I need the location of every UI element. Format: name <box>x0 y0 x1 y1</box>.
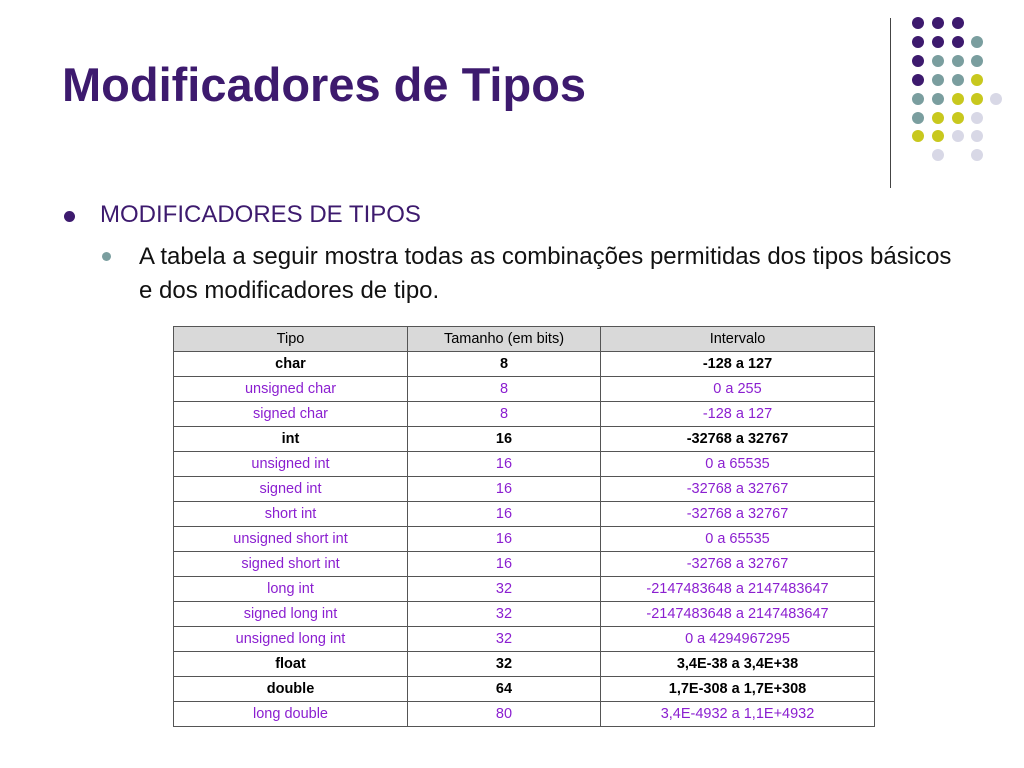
slide-title: Modificadores de Tipos <box>62 58 587 111</box>
cell-type: short int <box>174 502 408 527</box>
decorative-dot <box>971 93 983 105</box>
table-header-row <box>174 327 875 352</box>
cell-size: 8 <box>408 402 601 427</box>
cell-range: 0 a 255 <box>601 377 875 402</box>
decorative-dot <box>971 149 983 161</box>
decorative-dot <box>932 74 944 86</box>
header-cell-type: Tipo <box>174 327 408 352</box>
cell-size: 80 <box>408 702 601 727</box>
cell-range: 0 a 65535 <box>601 452 875 477</box>
title-divider-line <box>890 18 891 188</box>
bullet-level1-text: MODIFICADORES DE TIPOS <box>100 201 421 228</box>
decorative-dot <box>952 93 964 105</box>
cell-range: 3,4E-4932 a 1,1E+4932 <box>601 702 875 727</box>
decorative-dot <box>952 36 964 48</box>
decorative-dot <box>932 17 944 29</box>
decorative-dot <box>971 130 983 142</box>
cell-size: 16 <box>408 502 601 527</box>
cell-size: 32 <box>408 577 601 602</box>
cell-type: long double <box>174 702 408 727</box>
types-table <box>173 326 875 727</box>
cell-type: long int <box>174 577 408 602</box>
cell-type: char <box>174 352 408 377</box>
table-row <box>174 477 875 502</box>
table-row <box>174 377 875 402</box>
cell-type: double <box>174 677 408 702</box>
header-cell-range: Intervalo <box>601 327 875 352</box>
cell-size: 8 <box>408 377 601 402</box>
table-row <box>174 452 875 477</box>
bullet-level2 <box>102 240 962 308</box>
decorative-dot <box>971 36 983 48</box>
header-cell-size: Tamanho (em bits) <box>408 327 601 352</box>
decorative-dot <box>912 93 924 105</box>
cell-type: signed long int <box>174 602 408 627</box>
cell-range: -32768 a 32767 <box>601 477 875 502</box>
cell-range: 1,7E-308 a 1,7E+308 <box>601 677 875 702</box>
bullet-dot-icon <box>102 252 111 261</box>
cell-range: -128 a 127 <box>601 402 875 427</box>
table-row <box>174 502 875 527</box>
cell-range: -32768 a 32767 <box>601 427 875 452</box>
cell-size: 32 <box>408 602 601 627</box>
table-row <box>174 552 875 577</box>
decorative-dot <box>932 112 944 124</box>
cell-size: 32 <box>408 627 601 652</box>
decorative-dot <box>971 74 983 86</box>
table-body <box>174 352 875 727</box>
decorative-dot <box>912 130 924 142</box>
decorative-dot <box>932 93 944 105</box>
cell-size: 16 <box>408 452 601 477</box>
decorative-dot <box>952 112 964 124</box>
bullet-dot-icon <box>64 211 75 222</box>
decorative-dot <box>932 55 944 67</box>
decorative-dot <box>952 74 964 86</box>
decorative-dot <box>952 130 964 142</box>
cell-type: float <box>174 652 408 677</box>
cell-range: -32768 a 32767 <box>601 552 875 577</box>
decorative-dot <box>912 55 924 67</box>
decorative-dot <box>932 130 944 142</box>
table-row <box>174 602 875 627</box>
cell-type: signed short int <box>174 552 408 577</box>
cell-size: 16 <box>408 552 601 577</box>
bullet-level2-text: A tabela a seguir mostra todas as combinações permitidas dos tipos básicos e dos modificadores de tipo. <box>139 243 952 304</box>
decorative-dot <box>932 149 944 161</box>
decorative-dot <box>912 112 924 124</box>
cell-range: -32768 a 32767 <box>601 502 875 527</box>
table-row <box>174 427 875 452</box>
cell-type: unsigned int <box>174 452 408 477</box>
decorative-dot <box>971 55 983 67</box>
cell-range: -128 a 127 <box>601 352 875 377</box>
table-row <box>174 677 875 702</box>
decorative-dot <box>932 36 944 48</box>
bullet-level1 <box>64 200 421 230</box>
table-row <box>174 652 875 677</box>
cell-range: 3,4E-38 a 3,4E+38 <box>601 652 875 677</box>
cell-size: 16 <box>408 527 601 552</box>
decorative-dot <box>971 112 983 124</box>
table-row <box>174 577 875 602</box>
cell-size: 8 <box>408 352 601 377</box>
cell-size: 32 <box>408 652 601 677</box>
decorative-dot <box>952 17 964 29</box>
cell-range: 0 a 4294967295 <box>601 627 875 652</box>
cell-range: -2147483648 a 2147483647 <box>601 602 875 627</box>
table-row <box>174 702 875 727</box>
table-row <box>174 627 875 652</box>
cell-size: 64 <box>408 677 601 702</box>
table-row <box>174 527 875 552</box>
table-row <box>174 402 875 427</box>
cell-range: 0 a 65535 <box>601 527 875 552</box>
cell-type: signed int <box>174 477 408 502</box>
decorative-dot <box>912 36 924 48</box>
decorative-dot <box>952 55 964 67</box>
table-row <box>174 352 875 377</box>
decorative-dot <box>912 17 924 29</box>
decorative-dot <box>912 74 924 86</box>
cell-size: 16 <box>408 427 601 452</box>
cell-size: 16 <box>408 477 601 502</box>
cell-range: -2147483648 a 2147483647 <box>601 577 875 602</box>
cell-type: signed char <box>174 402 408 427</box>
cell-type: unsigned short int <box>174 527 408 552</box>
cell-type: unsigned long int <box>174 627 408 652</box>
cell-type: int <box>174 427 408 452</box>
cell-type: unsigned char <box>174 377 408 402</box>
decorative-dot <box>990 93 1002 105</box>
